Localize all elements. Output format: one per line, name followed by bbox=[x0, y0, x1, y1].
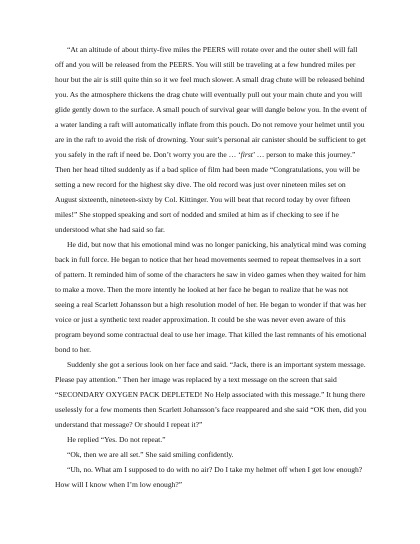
paragraph-3: Suddenly she got a serious look on her face and said. “Jack, there is an important system message. Please pay attention.” Then her image was replaced by a text message on the screen that said “SECONDARY OXYGEN PACK DEPLETED! No Help associated with this message.” It hung there uselessly for a few moments then Scarlett Johansson’s face reappeared and she said “OK then, did you understand that message? Or should I repeat it?” bbox=[55, 360, 367, 429]
paragraph-1-part-1: “At an altitude of about thirty-five miles the PEERS will rotate over and the outer shell will fall off and you will be released from the PEERS. You will still be traveling at a few hundred miles per hour but the air is still quite thin so it we feel much slower. A small drag chute will be released behind you. As the atmosphere thickens the drag chute will eventually pull out your main chute and you will glide gently down to the surface. A small pouch of survival gear will dangle below you. In the event of a water landing a raft will automatically inflate from this pouch. Do not remove your helmet until you are in the raft to avoid the risk of drowning. Your suit’s personal air canister should be sufficient to get you safely in the raft if need be. Don’t worry you are the … ‘ bbox=[55, 45, 367, 159]
body-text bbox=[55, 42, 367, 492]
paragraph-1 bbox=[55, 42, 367, 237]
paragraph-1-part-2: ’ … person to make this journey.” Then her head tilted suddenly as if a bad splice of film had been made “Congratulations, you will be setting a new record for the highest sky dive. The old record was just over nineteen miles set on August sixteenth, nineteen-sixty by Col. Kittinger. You will beat that record today by over fifteen miles!” She stopped speaking and sort of nodded and smiled at him as if checking to see if he understood what she had said so far. bbox=[55, 150, 360, 234]
emphasis-first: first bbox=[240, 150, 253, 159]
paragraph-6: “Uh, no. What am I supposed to do with no air? Do I take my helmet off when I get low enough? How will I know when I’m low enough?” bbox=[55, 465, 363, 489]
paragraph-4: He replied “Yes. Do not repeat.” bbox=[67, 435, 166, 444]
paragraph-5: “Ok, then we are all set.” She said smiling confidently. bbox=[67, 450, 234, 459]
paragraph-2: He did, but now that his emotional mind was no longer panicking, his analytical mind was coming back in full force. He began to notice that her head movements seemed to repeat themselves in a sort of pattern. It reminded him of some of the characters he saw in video games when they waited for him to make a move. Then the more intently he looked at her face he began to realize that he was not seeing a real Scarlett Johansson but a high resolution model of her. He began to wonder if that was her voice or just a synthetic text reader approximation. It could be she was never even aware of this program beyond some contractual deal to use her image. That killed the last remnants of his emotional bond to her. bbox=[55, 240, 367, 354]
